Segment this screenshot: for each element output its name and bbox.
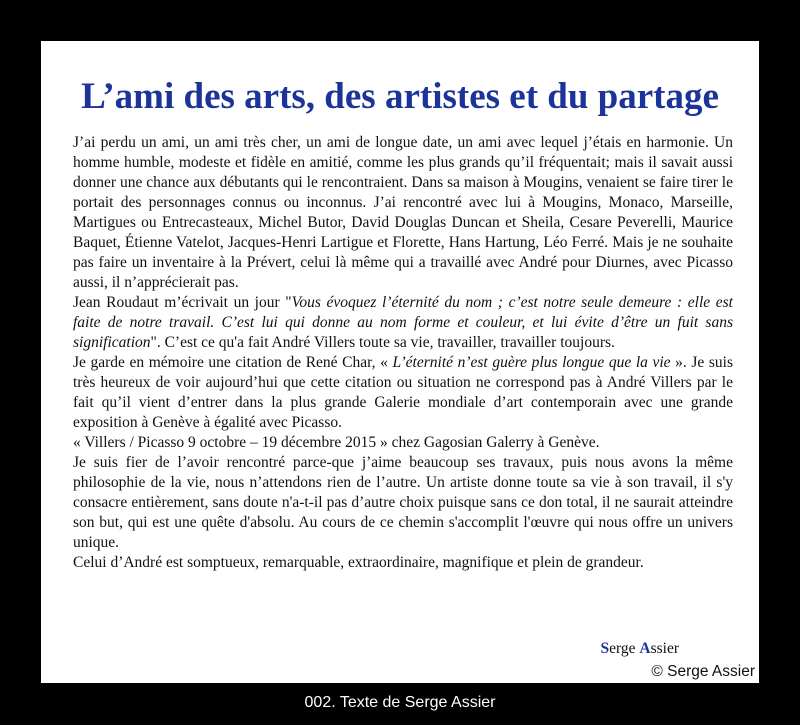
signature-last-initial: A — [639, 640, 651, 657]
paragraph-3-intro: Je garde en mémoire une citation de René Char, « — [73, 354, 393, 371]
paragraph-3-quote: L’éternité n’est guère plus longue que la vie — [392, 354, 671, 371]
paragraph-5: Je suis fier de l’avoir rencontré parce-que j’aime beaucoup ses travaux, puis nous avons la même philosophie de la vie, nous n’attendons rien de l’autre. Un artiste donne toute sa vie à son travail, il s'y consacre entièrement, sans doute n'a-t-il pas d’autre choix puisque sans ce don total, il ne saurait atteindre son but, qui est une quête d'absolu. Au cours de ce chemin s'accomplit l'œuvre qui nous offre un univers unique. — [73, 454, 733, 551]
paragraph-2-quote: Vous évoquez l’éternité du nom ; c’est notre seule demeure : elle est faite de notre travail. C’est lui qui donne au nom forme et couleur, et lui évite d’être un fuit sans signification — [73, 294, 733, 351]
image-caption: 002. Texte de Serge Assier — [304, 694, 496, 711]
signature-first-initial: S — [600, 640, 610, 657]
paragraph-3-outro: ». Je suis très heureux de voir aujourd’hui que cette citation ou situation ne correspond pas à André Villers par le fait qu’il vient d’entrer dans la plus grande Galerie mondiale d’art contemporain avec une grande exposition à Genève à égalité avec Picasso. — [73, 354, 733, 431]
paragraph-2-outro: ". C’est ce qu'a fait André Villers toute sa vie, travailler, travailler toujours. — [150, 334, 615, 351]
article-body — [73, 133, 733, 573]
page-title: L’ami des arts, des artistes et du partage — [81, 76, 719, 117]
paragraph-6: Celui d’André est somptueux, remarquable, extraordinaire, magnifique et plein de grandeur. — [73, 554, 644, 571]
text-panel — [41, 41, 759, 683]
paragraph-1: J’ai perdu un ami, un ami très cher, un ami de longue date, un ami avec lequel j’étais en harmonie. Un homme humble, modeste et fidèle en amitié, comme les plus grands qu’il fréquentait; mais il savait aussi donner une chance aux débutants qui le rencontraient. Dans sa maison à Mougins, venaient se faire tirer le portait des personnages connus ou inconnus. J’ai rencontré avec lui à Mougins, Monaco, Marseille, Martigues ou Entrecasteaux, Michel Butor, David Douglas Duncan et Sheila, Cesare Peverelli, Maurice Baquet, Étienne Vatelot, Jacques-Henri Lartigue et Florette, Hans Hartung, Léo Ferré. Mais je ne souhaite pas faire un inventaire à la Prévert, celui là même qui a travaillé avec André pour Diurnes, avec Picasso aussi, il n’apprécierait pas. — [73, 134, 733, 291]
signature-first-rest: erge — [609, 640, 640, 657]
signature-last-rest: ssier — [650, 640, 679, 657]
paragraph-2 — [73, 293, 733, 353]
paragraph-2-intro: Jean Roudaut m’écrivait un jour " — [73, 294, 292, 311]
paragraph-3 — [73, 353, 733, 433]
signature — [600, 640, 679, 658]
paragraph-4: « Villers / Picasso 9 octobre – 19 décembre 2015 » chez Gagosian Galerry à Genève. — [73, 434, 600, 451]
copyright-notice: © Serge Assier — [651, 663, 755, 680]
